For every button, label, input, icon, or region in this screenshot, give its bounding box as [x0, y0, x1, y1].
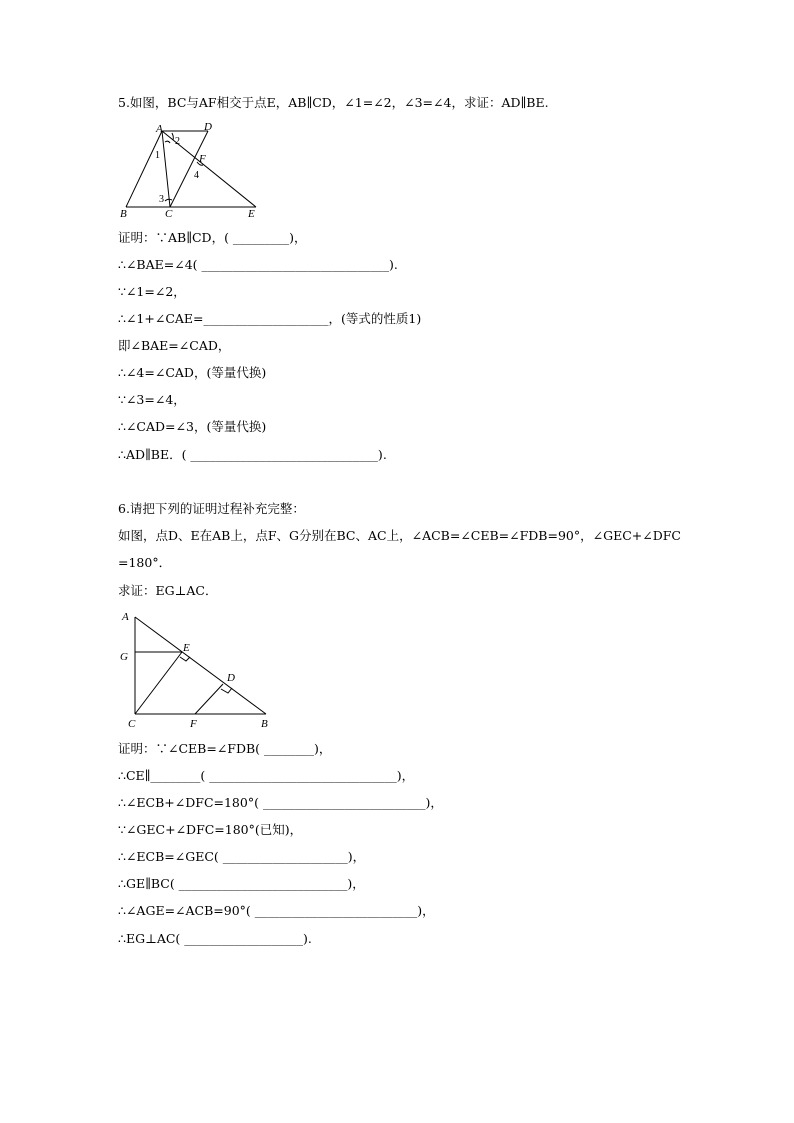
problem6-figure	[115, 604, 280, 734]
angle-4: 4	[194, 170, 199, 181]
angle-1: 1	[155, 150, 160, 161]
label-B: B	[120, 208, 127, 220]
p6-line-3: ∴∠ECB+∠DFC=180°( __________________________)，	[118, 795, 443, 810]
p6-line-2: ∴CE∥________( ______________________________)，	[118, 768, 415, 783]
label-E: E	[183, 642, 190, 654]
problem6-statement-1: 如图，点D、E在AB上，点F、G分别在BC、AC上，∠ACB=∠CEB=∠FDB=90°，∠GEC+∠DFC	[118, 528, 681, 543]
label-C: C	[165, 208, 173, 220]
problem5-title: 5.如图，BC与AF相交于点E，AB∥CD，∠1=∠2，∠3=∠4，求证：AD∥BE.	[118, 95, 549, 110]
label-A: A	[122, 611, 129, 623]
label-A: A	[156, 123, 163, 135]
label-E: E	[248, 208, 255, 220]
label-G: G	[120, 651, 128, 663]
p6-line-7: ∴∠AGE=∠ACB=90°( __________________________)，	[118, 903, 435, 918]
problem6-goal: 求证：EG⊥AC．	[118, 583, 218, 598]
angle-2: 2	[175, 136, 180, 147]
problem6-statement-2: =180°．	[118, 555, 172, 570]
p6-line-4: ∵∠GEC+∠DFC=180°(已知)，	[118, 822, 303, 837]
problem5-figure	[115, 118, 275, 222]
p5-line-6: ∴∠4=∠CAD，(等量代换)	[118, 365, 267, 380]
p5-line-7: ∵∠3=∠4，	[118, 392, 186, 407]
p5-line-1: 证明：∵AB∥CD，( _________)，	[118, 230, 307, 245]
p6-line-1: 证明：∵∠CEB=∠FDB( ________)，	[118, 741, 332, 756]
angle-3: 3	[159, 194, 164, 205]
label-F: F	[190, 718, 197, 730]
label-B: B	[261, 718, 268, 730]
p5-line-3: ∵∠1=∠2，	[118, 284, 186, 299]
label-D: D	[204, 121, 212, 133]
p5-line-8: ∴∠CAD=∠3，(等量代换)	[118, 419, 267, 434]
p6-line-6: ∴GE∥BC( ___________________________)，	[118, 876, 365, 891]
p5-line-5: 即∠BAE=∠CAD，	[118, 338, 231, 353]
label-D: D	[227, 672, 235, 684]
p5-line-4: ∴∠1+∠CAE=____________________，(等式的性质1)	[118, 311, 422, 326]
p6-line-8: ∴EG⊥AC( ___________________).	[118, 931, 312, 946]
problem6-title: 6.请把下列的证明过程补充完整：	[118, 501, 305, 516]
p6-line-5: ∴∠ECB=∠GEC( ____________________)，	[118, 849, 366, 864]
label-F: F	[199, 153, 206, 165]
p5-line-2: ∴∠BAE=∠4( ______________________________).	[118, 257, 398, 272]
label-C: C	[128, 718, 136, 730]
p5-line-9: ∴AD∥BE．( ______________________________).	[118, 447, 387, 462]
